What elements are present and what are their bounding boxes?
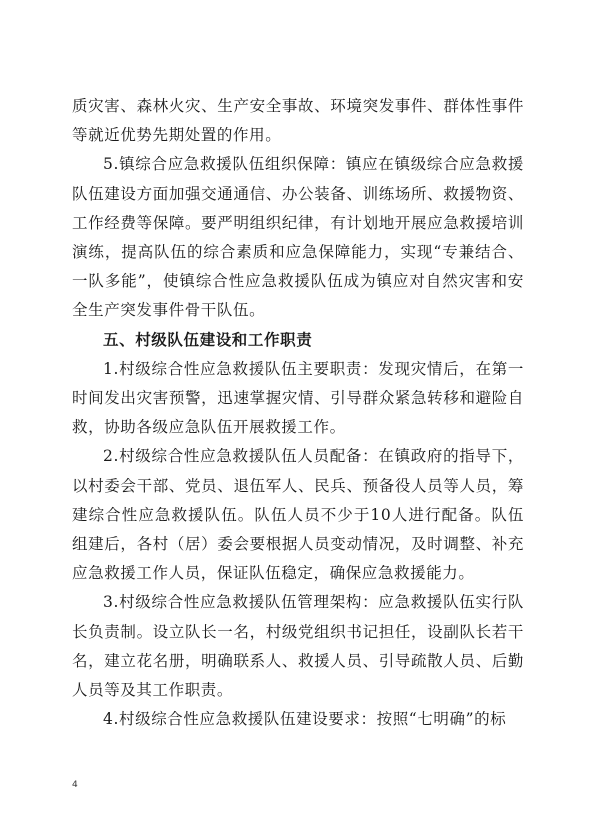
paragraph-village-item-2: 2.村级综合性应急救援队伍人员配备：在镇政府的指导下，以村委会干部、党员、退伍军人、民兵、预备役人员等人员，筹建综合性应急救援队伍。队伍人员不少于10人进行配备。队伍组建后，各村（居）委会要根据人员变动情况，及时调整、补充应急救援工作人员，保证队伍稳定，确保应急救援能力。 (72, 447, 524, 583)
paragraph-village-item-1: 1.村级综合性应急救援队伍主要职责：发现灾情后，在第一时间发出灾害预警，迅速掌握灾情、引导群众紧急转移和避险自救，协助各级应急队伍开展救援工作。 (72, 359, 524, 437)
section-heading-5: 五、村级队伍建设和工作职责 (103, 330, 313, 349)
paragraph-village-item-4: 4.村级综合性应急救援队伍建设要求：按照“七明确”的标 (103, 710, 507, 729)
paragraph-item-5: 5.镇综合应急救援队伍组织保障：镇应在镇级综合应急救援队伍建设方面加强交通通信、办公装备、训练场所、救援物资、工作经费等保障。要严明组织纪律，有计划地开展应急救援培训演练，提高队伍的综合素质和应急保障能力，实现“专兼结合、一队多能”，使镇综合性应急救援队伍成为镇应对自然灾害和安全生产突发事件骨干队伍。 (72, 155, 524, 320)
page-number: 4 (72, 780, 78, 790)
paragraph-village-item-3: 3.村级综合性应急救援队伍管理架构：应急救援队伍实行队长负责制。设立队长一名，村级党组织书记担任，设副队长若干名，建立花名册，明确联系人、救援人员、引导疏散人员、后勤人员等及其工作职责。 (72, 593, 524, 700)
paragraph-continuation: 质灾害、森林火灾、生产安全事故、环境突发事件、群体性事件等就近优势先期处置的作用。 (72, 97, 524, 145)
document-body (72, 92, 524, 734)
